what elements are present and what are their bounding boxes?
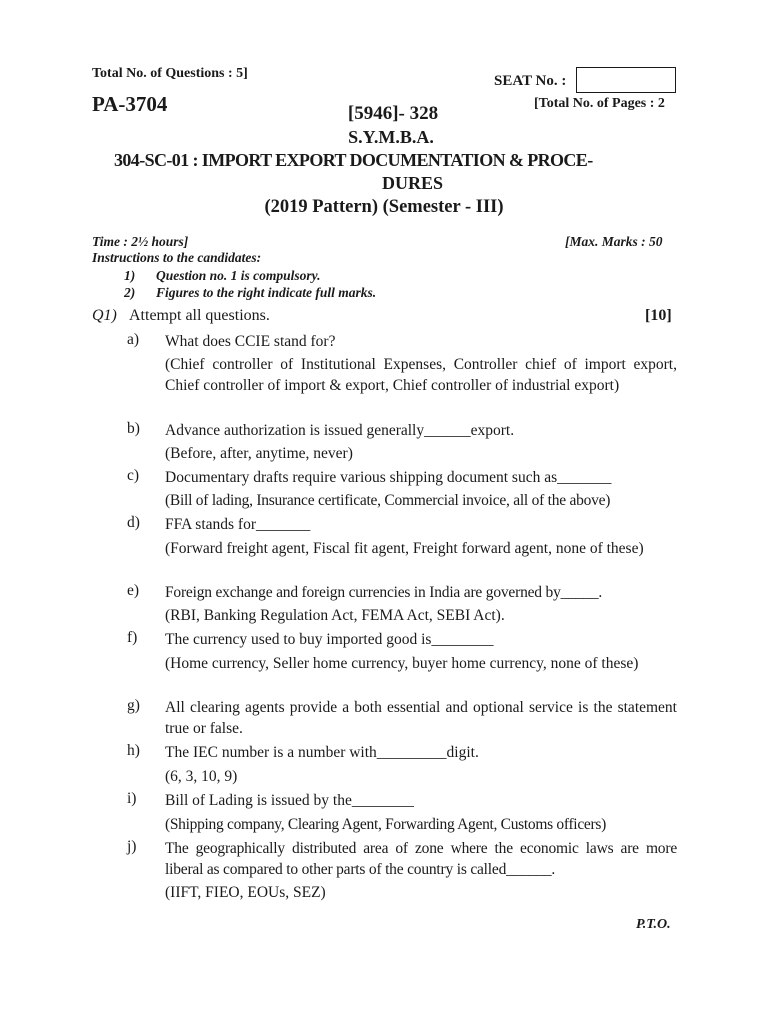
item-question: Documentary drafts require various shipping document such as_______ — [165, 469, 612, 486]
item-options: (Chief controller of Institutional Expenses, Controller chief of import export, Chief controller of import & export, Chief controller of industrial export) — [165, 356, 677, 394]
course-title: S.Y.M.B.A. — [348, 127, 434, 147]
question-label: Q1) — [92, 307, 117, 324]
pattern-semester: (2019 Pattern) (Semester - III) — [264, 197, 504, 217]
instruction-number: 1) — [124, 268, 136, 283]
item-letter: f) — [127, 629, 138, 646]
item-options: (Forward freight agent, Fiscal fit agent, Freight forward agent, none of these) — [165, 540, 644, 557]
item-letter: h) — [127, 742, 140, 759]
item-letter: e) — [127, 582, 140, 599]
seat-no-box[interactable] — [576, 67, 676, 93]
instruction-number: 2) — [124, 285, 136, 300]
max-marks: [Max. Marks : 50 — [565, 234, 663, 249]
item-options: (Before, after, anytime, never) — [165, 445, 353, 462]
item-letter: a) — [127, 331, 140, 348]
item-options: (6, 3, 10, 9) — [165, 768, 238, 785]
item-question: FFA stands for_______ — [165, 516, 311, 533]
item-options: (Home currency, Seller home currency, buyer home currency, none of these) — [165, 655, 639, 672]
subject-title-line1: 304-SC-01 : IMPORT EXPORT DOCUMENTATION & PROCE- — [114, 150, 593, 170]
item-letter: i) — [127, 790, 137, 807]
question-marks: [10] — [645, 307, 672, 324]
item-question: The currency used to buy imported good is________ — [165, 631, 494, 648]
item-options: (Shipping company, Clearing Agent, Forwarding Agent, Customs officers) — [165, 816, 606, 833]
instruction-text: Question no. 1 is compulsory. — [156, 268, 321, 283]
item-question: Foreign exchange and foreign currencies in India are governed by_____. — [165, 584, 603, 601]
exam-code: [5946]- 328 — [347, 103, 439, 124]
total-questions: Total No. of Questions : 5] — [92, 66, 248, 81]
item-letter: c) — [127, 467, 140, 484]
item-question: Bill of Lading is issued by the________ — [165, 792, 414, 809]
item-letter: d) — [127, 514, 140, 531]
item-question: The IEC number is a number with_________digit. — [165, 744, 479, 761]
item-letter: g) — [127, 697, 140, 714]
item-question: All clearing agents provide a both essential and optional service is the statement true or false. — [165, 699, 677, 737]
seat-no-label: SEAT No. : — [494, 73, 567, 89]
item-options: (Bill of lading, Insurance certificate, Commercial invoice, all of the above) — [165, 492, 611, 509]
item-letter: b) — [127, 420, 140, 437]
item-options: (RBI, Banking Regulation Act, FEMA Act, SEBI Act). — [165, 607, 505, 624]
time-allowed: Time : 2½ hours] — [92, 234, 189, 249]
pto-note: P.T.O. — [636, 917, 671, 932]
paper-code: PA-3704 — [92, 92, 168, 116]
item-options: (IIFT, FIEO, EOUs, SEZ) — [165, 884, 326, 901]
instruction-text: Figures to the right indicate full marks. — [156, 285, 377, 300]
total-pages: [Total No. of Pages : 2 — [534, 96, 665, 111]
item-letter: j) — [127, 838, 137, 855]
item-question: The geographically distributed area of zone where the economic laws are more liberal as compared to other parts of the country is called______. — [165, 840, 677, 878]
item-question: Advance authorization is issued generally______export. — [165, 422, 515, 439]
item-question: What does CCIE stand for? — [165, 333, 336, 350]
subject-title-line2: DURES — [382, 173, 444, 193]
question-instruction: Attempt all questions. — [129, 307, 270, 324]
instructions-title: Instructions to the candidates: — [92, 250, 262, 265]
